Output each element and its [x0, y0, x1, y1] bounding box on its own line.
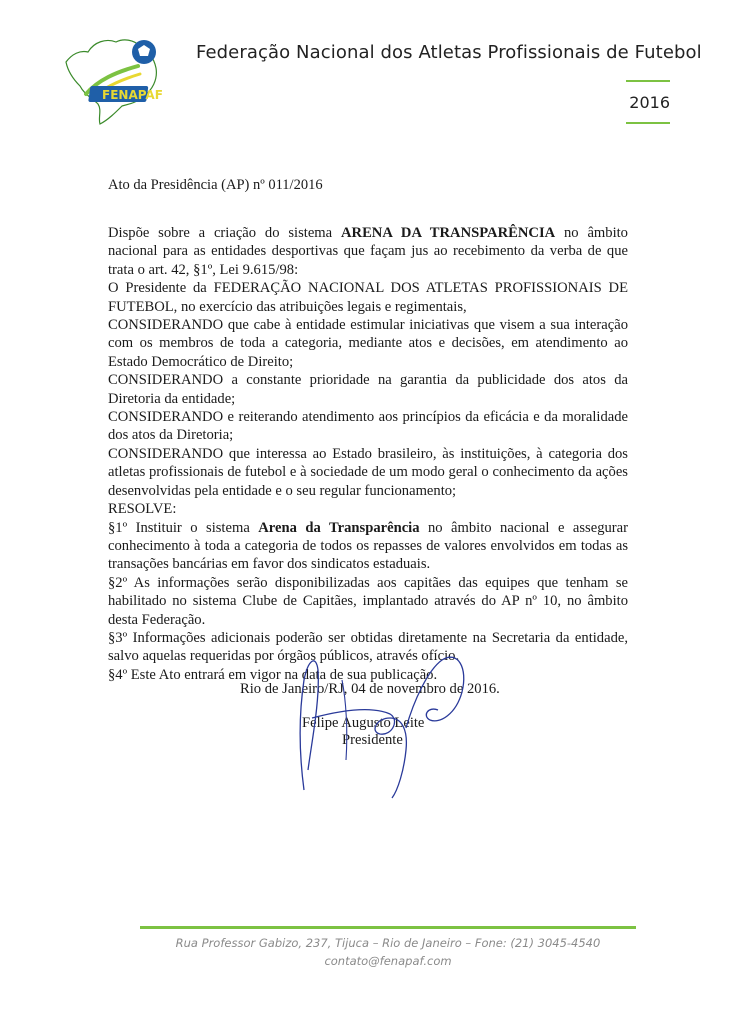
organization-name: Federação Nacional dos Atletas Profissionais de Futebol — [196, 42, 702, 63]
considerando-1: CONSIDERANDO que cabe à entidade estimular iniciativas que visem a sua interação com os membros de toda a categoria, mediante atos e decisões, em atendimento ao Estado Democrático de Direito; — [108, 317, 628, 370]
fenapaf-logo — [58, 32, 168, 127]
handwritten-signature — [282, 640, 482, 800]
footer — [140, 934, 636, 970]
paragraph-1: §1º Instituir o sistema Arena da Transparência no âmbito nacional e assegurar conhecimento à toda a categoria de todos os repasses de valores envolvidos em todas as transações bancárias em favor dos sindicatos estaduais. — [108, 519, 628, 573]
system-name-bold-2: Arena da Transparência — [258, 519, 420, 536]
preamble: Dispõe sobre a criação do sistema ARENA DA TRANSPARÊNCIA no âmbito nacional para as entidades desportivas que façam jus ao recebimento da verba de que trata o art. 42, §1º, Lei 9.615/98: — [108, 225, 628, 278]
place-and-date: Rio de Janeiro/RJ, 04 de novembro de 2016. — [240, 681, 500, 697]
considerando-2: CONSIDERANDO a constante prioridade na garantia da publicidade dos atos da Diretoria da entidade; — [108, 372, 628, 407]
system-name-bold: ARENA DA TRANSPARÊNCIA — [340, 225, 556, 241]
act-title: Ato da Presidência (AP) nº 011/2016 — [108, 177, 323, 193]
year-block — [626, 80, 670, 124]
footer-email: contato@fenapaf.com — [324, 954, 452, 968]
paragraph-3: §3º Informações adicionais poderão ser obtidas diretamente na Secretaria da entidade, salvo aquelas requeridas por órgãos públicos, através ofício. — [108, 629, 628, 665]
document-year: 2016 — [629, 93, 670, 112]
year-bottom-divider — [626, 122, 670, 124]
signer-role: Presidente — [342, 732, 403, 748]
footer-address: Rua Professor Gabizo, 237, Tijuca – Rio de Janeiro – Fone: (21) 3045-4540 — [175, 936, 601, 950]
footer-divider — [140, 926, 636, 929]
document-body — [108, 224, 628, 684]
paragraph-4: §4º Este Ato entrará em vigor na data de sua publicação. — [108, 666, 438, 683]
president-line: O Presidente da FEDERAÇÃO NACIONAL DOS ATLETAS PROFISSIONAIS DE FUTEBOL, no exercício das atribuições legais e regimentais, — [108, 280, 628, 315]
paragraph-2: §2º As informações serão disponibilizadas aos capitães das equipes que tenham se habilitado no sistema Clube de Capitães, implantado através do AP nº 10, no âmbito desta Federação. — [108, 574, 628, 628]
considerando-3: CONSIDERANDO e reiterando atendimento aos princípios da eficácia e da moralidade dos atos da Diretoria; — [108, 409, 628, 444]
considerando-4: CONSIDERANDO que interessa ao Estado brasileiro, às instituições, à categoria dos atletas profissionais de futebol e à sociedade de um modo geral o conhecimento da ações desenvolvidas pela entidade e o seu regular funcionamento; — [108, 445, 628, 499]
resolve-heading: RESOLVE: — [108, 501, 177, 518]
logo-text: FENAPAF — [102, 88, 163, 102]
signer-name: Felipe Augusto Leite — [302, 715, 425, 731]
